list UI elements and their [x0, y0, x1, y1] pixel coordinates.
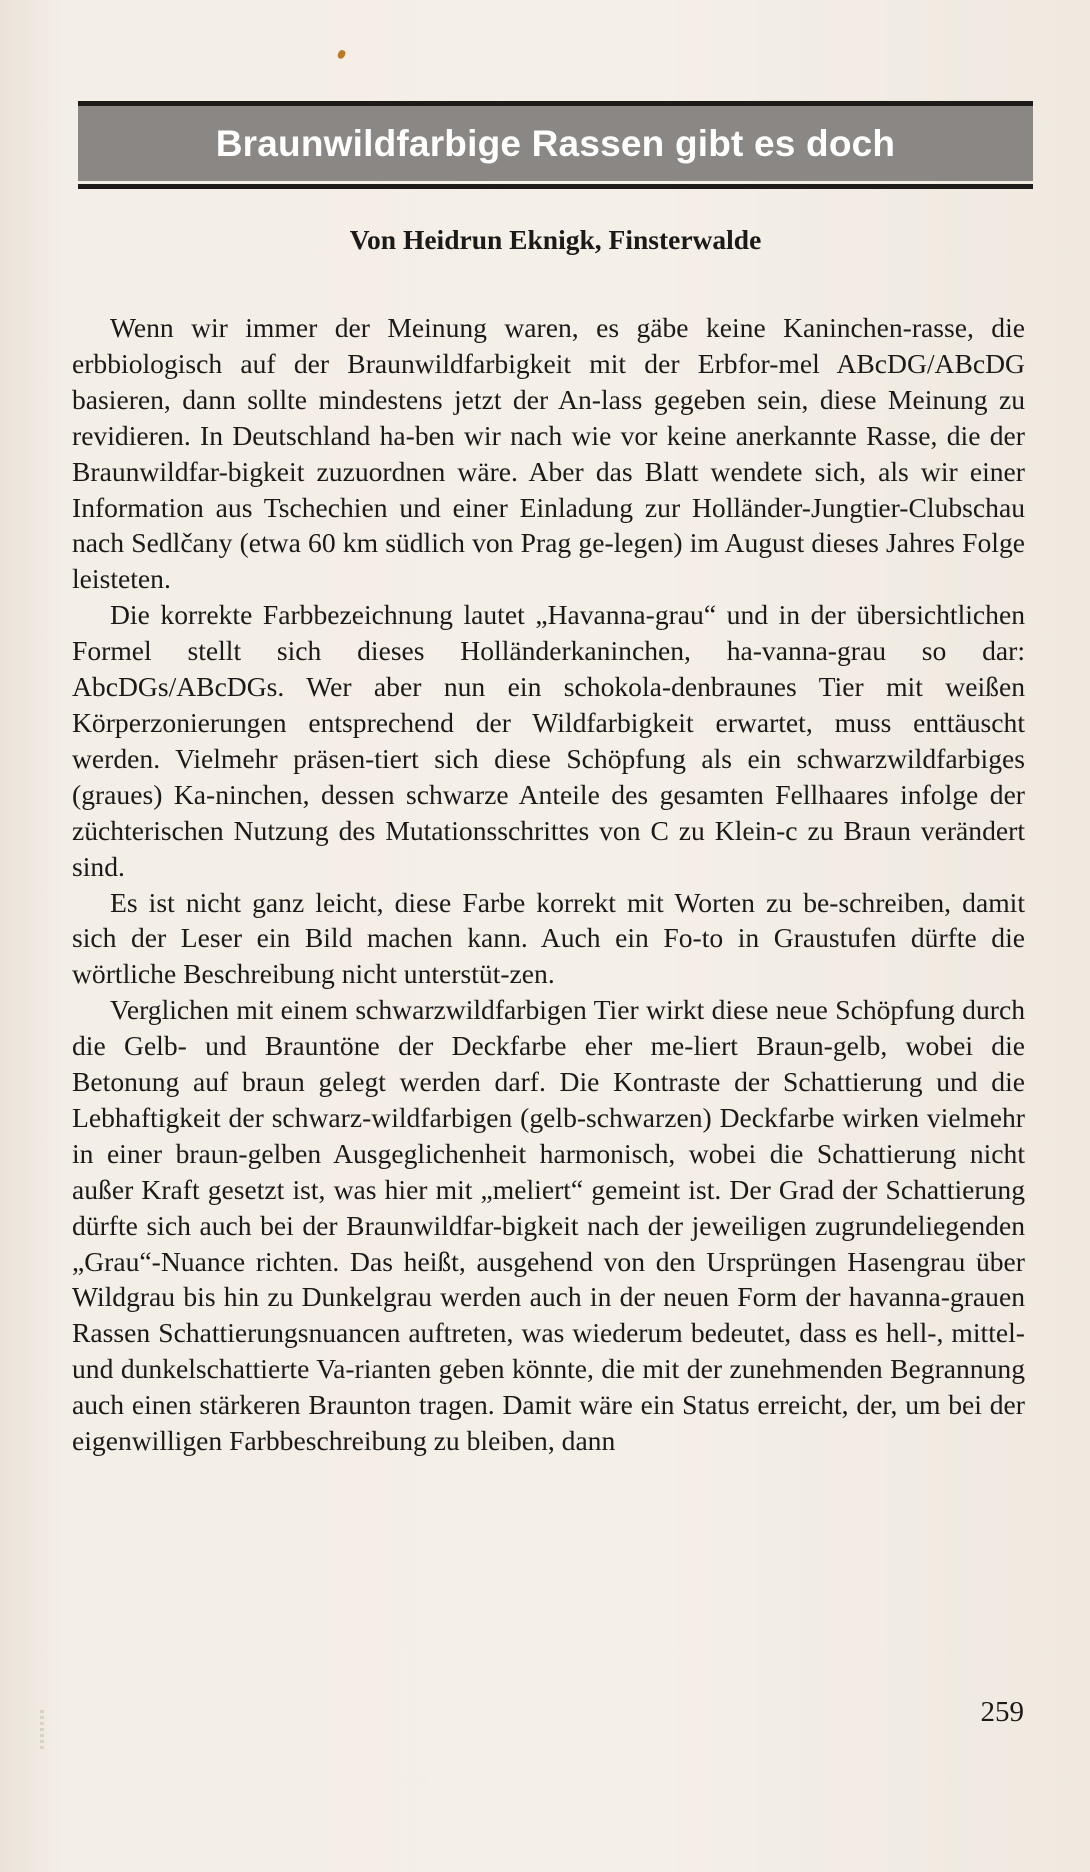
paper-smudge	[40, 1710, 44, 1750]
paragraph: Die korrekte Farbbezeichnung lautet „Havanna-grau“ und in der übersichtlichen Formel stellt sich dieses Holländerkaninchen, ha-vanna-grau so dar: AbcDGs/ABcDGs. Wer aber nun ein schokola-denbraunes Tier mit weißen Körperzonierungen entsprechend der Wildfarbigkeit erwartet, muss enttäuscht werden. Vielmehr präsen-tiert sich diese Schöpfung als ein schwarzwildfarbiges (graues) Ka-ninchen, dessen schwarze Anteile des gesamten Fellhaares infolge der züchterischen Nutzung des Mutationsschrittes von C zu Klein-c zu Braun verändert sind.	[72, 599, 1025, 882]
author-byline: Von Heidrun Eknigk, Finsterwalde	[349, 224, 762, 255]
paragraph: Verglichen mit einem schwarzwildfarbigen Tier wirkt diese neue Schöpfung durch die Gelb- und Brauntöne der Deckfarbe eher me-liert Braun-gelb, wobei die Betonung auf braun gelegt werden darf. Die Kontraste der Schattierung und die Lebhaftigkeit der schwarz-wildfarbigen (gelb-schwarzen) Deckfarbe wirken vielmehr in einer braun-gelben Ausgeglichenheit harmonisch, wobei die Schattierung nicht außer Kraft gesetzt ist, was hier mit „meliert“ gemeint ist. Der Grad der Schattierung dürfte sich auch bei der Braunwildfar-bigkeit nach der jeweiligen zugrundeliegenden „Grau“-Nuance richten. Das heißt, ausgehend von den Ursprüngen Hasengrau über Wildgrau bis hin zu Dunkelgrau werden auch in der neuen Form der havanna-grauen Rassen Schattierungsnuancen auftreten, was wiederum bedeutet, dass es hell-, mittel- und dunkelschattierte Va-rianten geben könnte, die mit der zunehmenden Begrannung auch einen stärkeren Braunton tragen. Damit wäre ein Status erreicht, der, um bei der eigenwilligen Farbbeschreibung zu bleiben, dann	[72, 994, 1025, 1457]
paragraph: Es ist nicht ganz leicht, diese Farbe korrekt mit Worten zu be-schreiben, damit sich der Leser ein Bild machen kann. Auch ein Fo-to in Graustufen dürfte die wörtliche Beschreibung nicht unterstüt-zen.	[72, 886, 1025, 990]
paper-speck	[337, 49, 347, 60]
article-body	[72, 310, 1025, 1459]
page-number: 259	[980, 1696, 1024, 1728]
banner-bottom-rule	[78, 184, 1033, 189]
title-banner	[78, 101, 1033, 189]
article-title: Braunwildfarbige Rassen gibt es doch	[215, 123, 896, 164]
paragraph: Wenn wir immer der Meinung waren, es gäbe keine Kaninchen-rasse, die erbbiologisch auf der Braunwildfarbigkeit mit der Erbfor-mel ABcDG/ABcDG basieren, dann sollte mindestens jetzt der An-lass gegeben sein, diese Meinung zu revidieren. In Deutschland ha-ben wir nach wie vor keine anerkannte Rasse, die der Braunwildfar-bigkeit zuzuordnen wäre. Aber das Blatt wendete sich, als wir einer Information aus Tschechien und einer Einladung zur Holländer-Jungtier-Clubschau nach Sedlčany (etwa 60 km südlich von Prag ge-legen) im August dieses Jahres Folge leisteten.	[72, 312, 1025, 595]
